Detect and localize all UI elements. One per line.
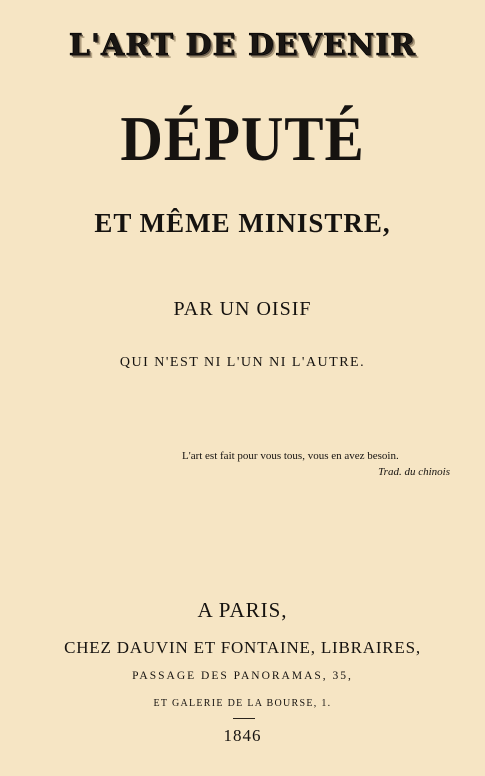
imprint-publisher: CHEZ DAUVIN ET FONTAINE, LIBRAIRES, bbox=[64, 638, 421, 657]
epigraph bbox=[182, 450, 452, 478]
author-subline: QUI N'EST NI L'UN NI L'AUTRE. bbox=[119, 355, 366, 370]
title-main: DÉPUTÉ bbox=[120, 103, 365, 174]
imprint-address-line2: ET GALERIE DE LA BOURSE, 1. bbox=[153, 698, 332, 709]
epigraph-quote: L'art est fait pour vous tous, vous en avez besoin. bbox=[182, 450, 399, 462]
title-sub: ET MÊME MINISTRE, bbox=[94, 208, 391, 238]
imprint-city: A PARIS, bbox=[197, 598, 288, 622]
imprint-address-line1: PASSAGE DES PANORAMAS, 35, bbox=[132, 670, 353, 682]
author-line: PAR UN OISIF bbox=[173, 298, 312, 320]
title-top: L'ART DE DEVENIR bbox=[68, 28, 417, 63]
epigraph-source: Trad. du chinois bbox=[378, 466, 450, 478]
imprint-year: 1846 bbox=[223, 726, 262, 745]
divider-rule bbox=[233, 718, 255, 719]
